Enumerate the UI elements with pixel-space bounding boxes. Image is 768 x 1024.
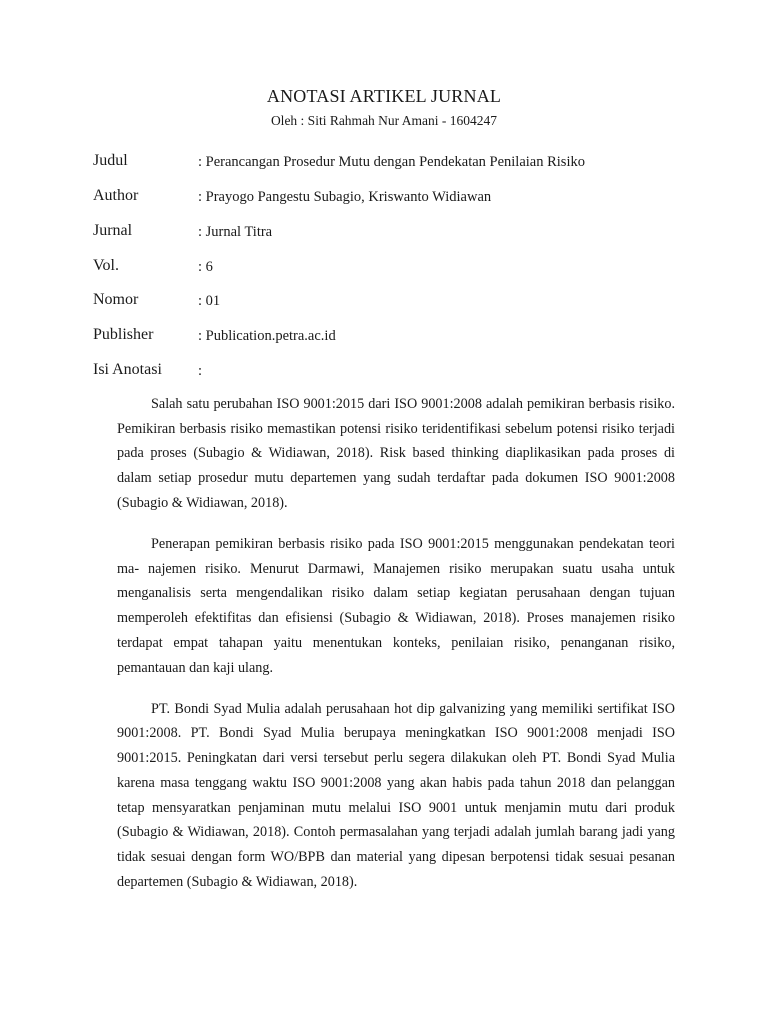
meta-label: Jurnal	[93, 222, 133, 239]
meta-label: Nomor	[93, 291, 139, 308]
meta-value: : Publication.petra.ac.id	[198, 328, 336, 344]
meta-row-judul	[93, 152, 693, 176]
meta-label: Vol.	[93, 257, 119, 274]
meta-row-publisher	[93, 326, 693, 350]
meta-value: : 01	[198, 293, 221, 309]
meta-label: Publisher	[93, 326, 154, 343]
annotation-body	[117, 392, 675, 911]
meta-value: : Jurnal Titra	[198, 224, 273, 240]
meta-label: Judul	[93, 152, 128, 169]
meta-value: : Perancangan Prosedur Mutu dengan Pendekatan Penilaian Risiko	[198, 154, 585, 170]
meta-row-vol	[93, 257, 693, 281]
annotation-paragraph: PT. Bondi Syad Mulia adalah perusahaan hot dip galvanizing yang memiliki sertifikat ISO 9001:2008. PT. Bondi Syad Mulia berupaya meningkatkan ISO 9001:2008 menjadi ISO 9001:2015. Peningkatan dari versi tersebut perlu segera dilakukan oleh PT. Bondi Syad Mulia karena masa tenggang waktu ISO 9001:2008 yang akan habis pada tahun 2018 dan pelanggan tetap mensyaratkan penjaminan mutu melalui ISO 9001 untuk menjamin mutu dari produk (Subagio & Widiawan, 2018). Contoh permasalahan yang terjadi adalah jumlah barang jadi yang tidak sesuai dengan form WO/BPB dan material yang dipesan berpotensi tidak sesuai pesanan departemen (Subagio & Widiawan, 2018).	[117, 700, 675, 890]
meta-label: Author	[93, 187, 139, 204]
meta-row-author	[93, 187, 693, 211]
meta-value: : Prayogo Pangestu Subagio, Kriswanto Widiawan	[198, 189, 492, 205]
document-author-line: Oleh : Siti Rahmah Nur Amani - 1604247	[270, 113, 498, 128]
meta-value: : 6	[198, 259, 213, 275]
meta-label: Isi Anotasi	[93, 361, 162, 378]
meta-value: :	[198, 363, 203, 379]
meta-row-jurnal	[93, 222, 693, 246]
meta-row-isi-anotasi	[93, 361, 693, 385]
annotation-paragraph: Penerapan pemikiran berbasis risiko pada ISO 9001:2015 menggunakan pendekatan teori ma- najemen risiko. Menurut Darmawi, Manajemen risiko merupakan suatu usaha untuk menganalisis serta mengendalikan risiko dalam setiap kegiatan perusahaan dengan tujuan memperoleh efektifitas dan efisiensi (Subagio & Widiawan, 2018). Proses manajemen risiko terdapat empat tahapan yaitu menentukan konteks, penilaian risiko, penanganan risiko, pemantauan dan kaji ulang.	[117, 536, 675, 676]
document-title: ANOTASI ARTIKEL JURNAL	[266, 86, 502, 106]
meta-row-nomor	[93, 291, 693, 315]
annotation-paragraph: Salah satu perubahan ISO 9001:2015 dari ISO 9001:2008 adalah pemikiran berbasis risiko. Pemikiran berbasis risiko memastikan potensi risiko teridentifikasi sebelum potensi risiko terjadi pada proses (Subagio & Widiawan, 2018). Risk based thinking diaplikasikan pada proses di dalam setiap prosedur mutu departemen yang sudah terdaftar pada dokumen ISO 9001:2008 (Subagio & Widiawan, 2018).	[117, 396, 675, 511]
